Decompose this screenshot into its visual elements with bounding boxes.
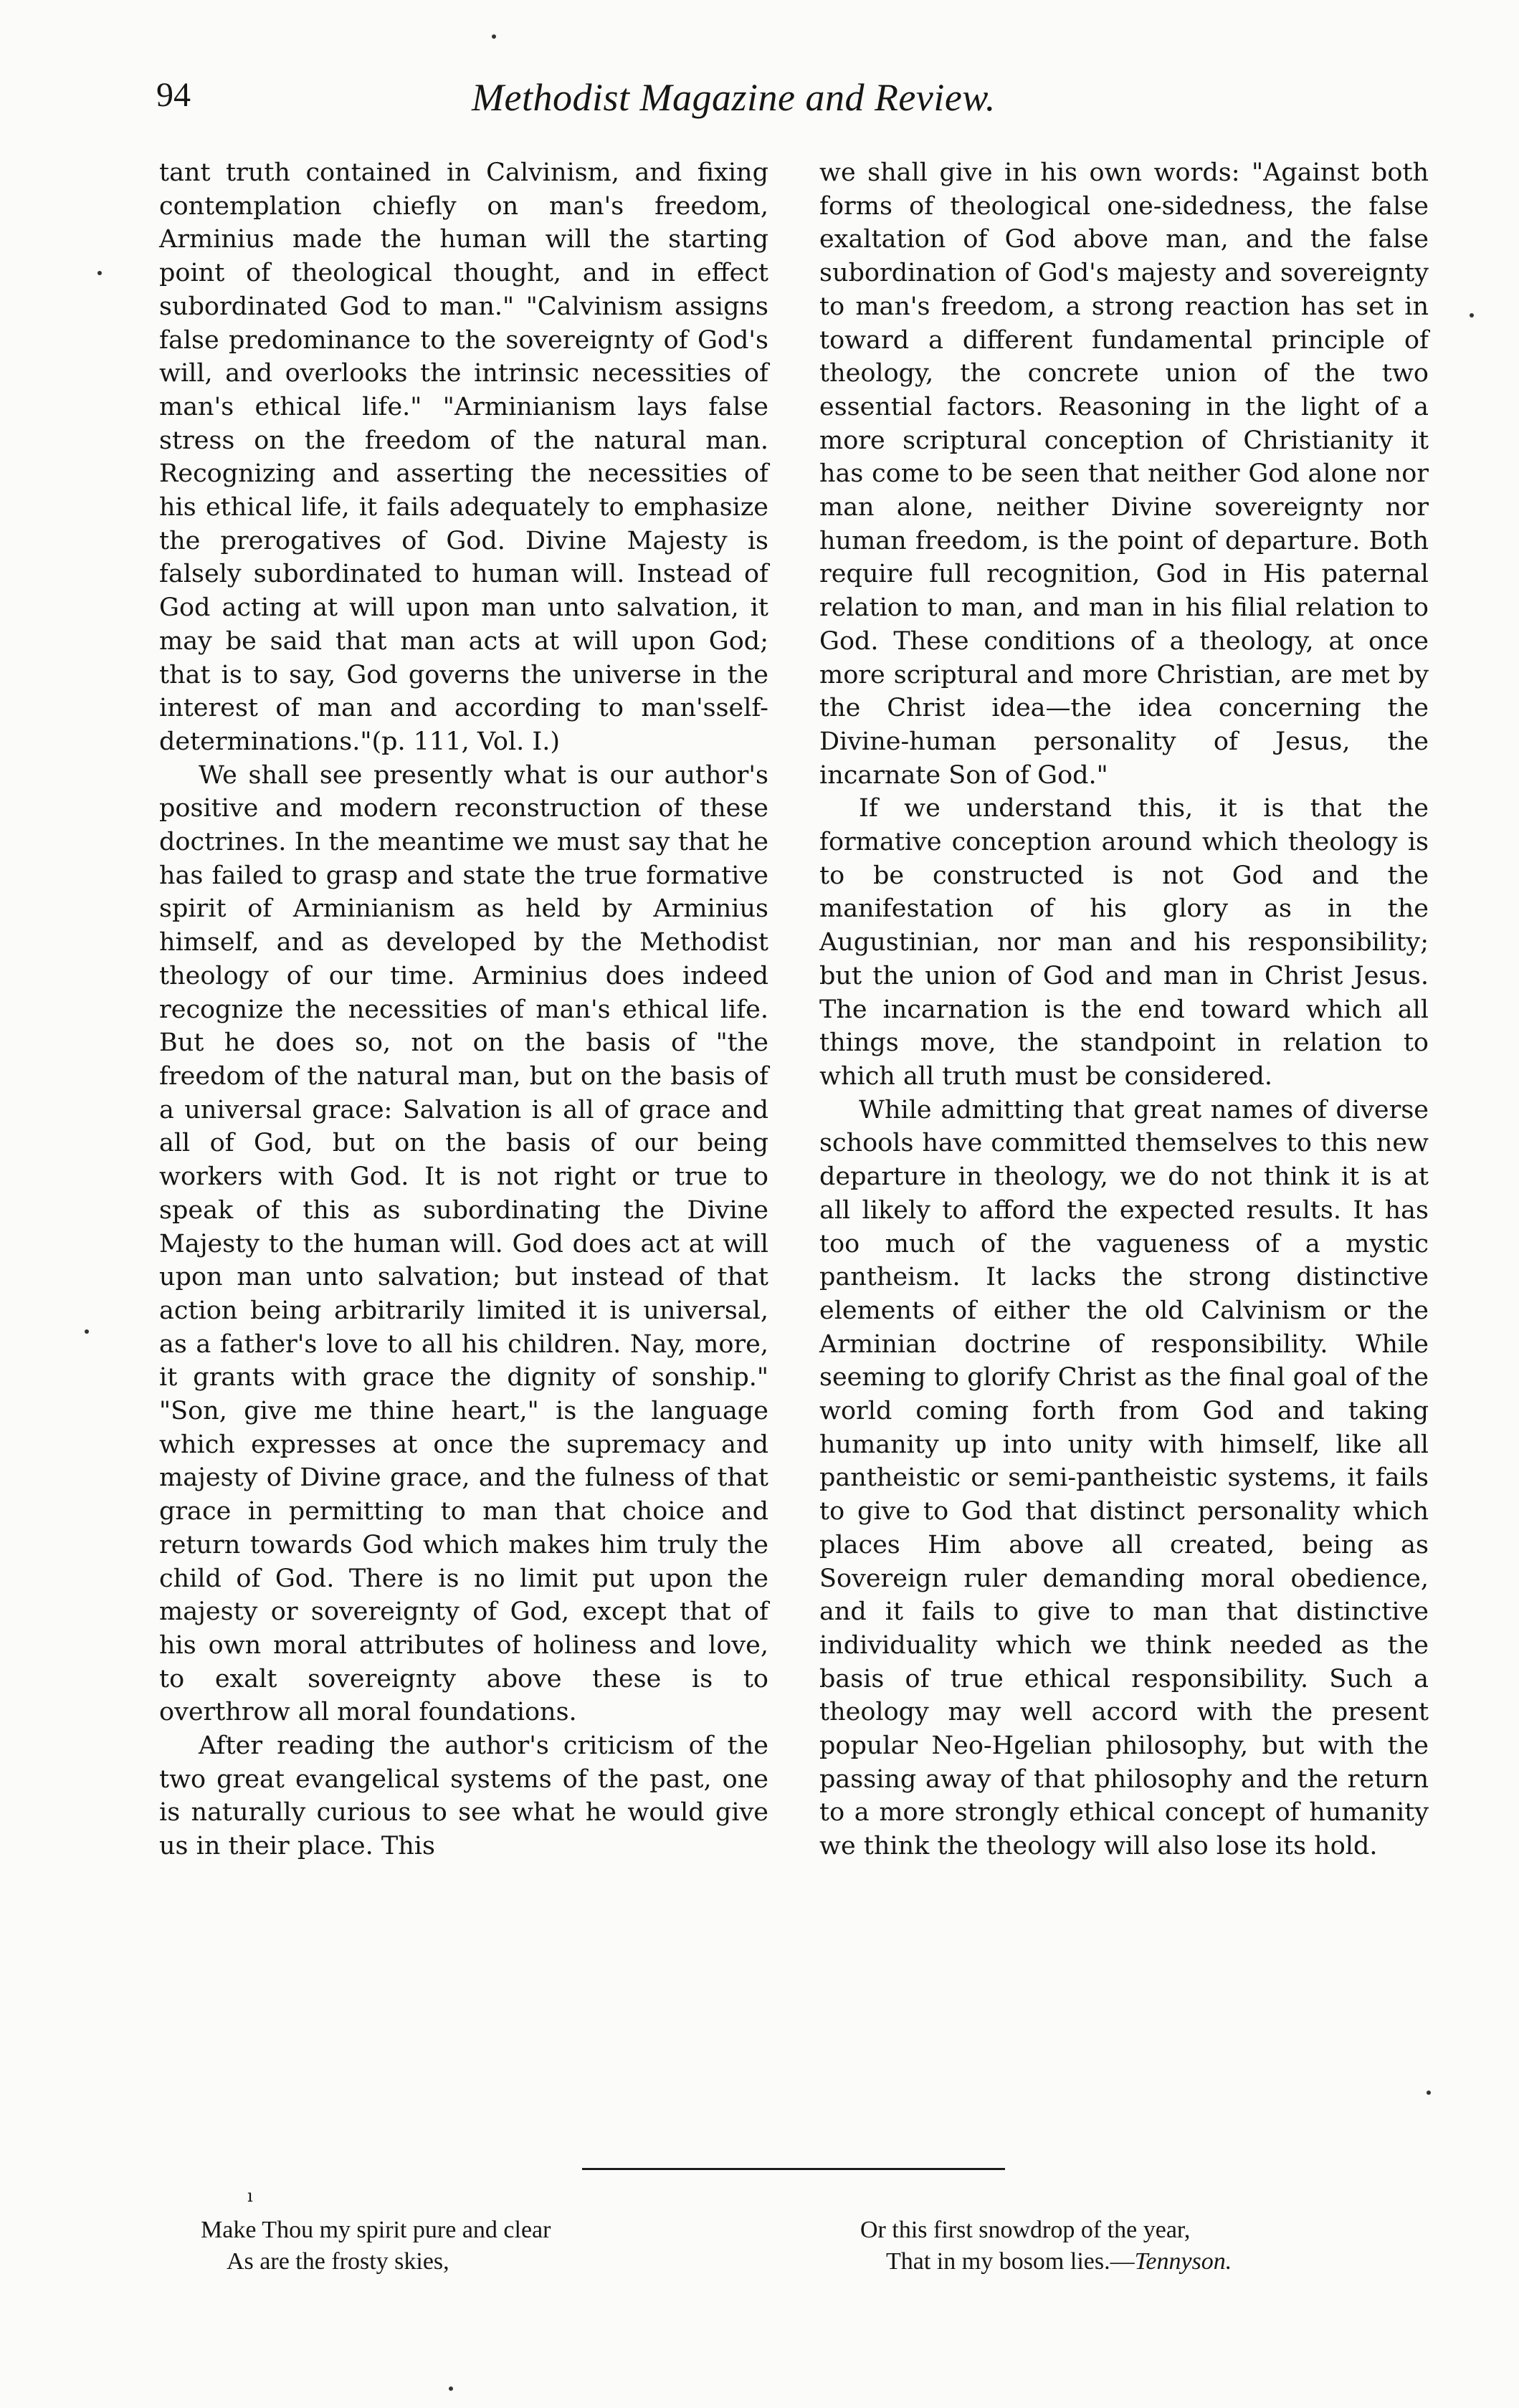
poem-line: As are the frosty skies,	[227, 2248, 449, 2275]
left-column	[159, 156, 768, 1863]
poem-attribution: Tennyson.	[1134, 2248, 1232, 2275]
paragraph: We shall see presently what is our author's positive and modern reconstruction of these doctrines. In the meantime we must say that he has failed to grasp and state the true formative spirit of Arminianism as held by Arminius himself, and as developed by the Methodist theology of our time. Arminius does indeed recognize the necessities of man's ethical life. But he does so, not on the basis of "the freedom of the natural man, but on the basis of a universal grace: Salvation is all of grace and all of God, but on the basis of our being workers with God. It is not right or true to speak of this as subordinating the Divine Majesty to the human will. God does act at will upon man unto salvation; but instead of that action being arbitrarily limited it is universal, as a father's love to all his children. Nay, more, it grants with grace the dignity of sonship." "Son, give me thine heart," is the language which expresses at once the supremacy and majesty of Divine grace, and the fulness of that grace in permitting to man that choice and return towards God which makes him truly the child of God. There is no limit put upon the majesty or sovereignty of God, except that of his own moral attributes of holiness and love, to exalt sovereignty above these is to overthrow all moral foundations.	[159, 760, 768, 1727]
print-speck	[97, 271, 102, 275]
print-speck	[492, 34, 496, 39]
paragraph: After reading the author's criticism of the two great evangelical systems of the past, one is naturally curious to see what he would give us in their place. This	[159, 1731, 768, 1861]
print-speck	[1470, 313, 1474, 317]
paragraph: If we understand this, it is that the formative conception around which theology is to be constructed is not God and the manifestation of his glory as in the Augustinian, nor man and his responsibility; but the union of God and man in Christ Jesus. The incarnation is the end toward which all things move, the standpoint in relation to which all truth must be considered.	[819, 794, 1429, 1091]
poem-left-stanza	[201, 2214, 551, 2278]
poem-line: Or this first snowdrop of the year,	[860, 2217, 1191, 2243]
print-speck	[449, 2386, 453, 2391]
poem-right-stanza	[860, 2214, 1232, 2278]
paragraph: While admitting that great names of diverse schools have committed themselves to this new departure in theology, we do not think it is at all likely to afford the expected results. It has too much of the vagueness of a mystic pantheism. It lacks the strong distinctive elements of either the old Calvinism or the Arminian doctrine of responsibility. While seeming to glorify Christ as the final goal of the world coming forth from God and taking humanity up into unity with himself, like all pantheistic or semi-pantheistic systems, it fails to give to God that distinct personality which places Him above all created, being as Sovereign ruler demanding moral obedience, and it fails to give to man that distinctive individuality which we think needed as the basis of true ethical responsibility. Such a theology may well accord with the present popular Neo-Hgelian philosophy, but with the passing away of that philosophy and the return to a more strongly ethical concept of humanity we think the theology will also lose its hold.	[819, 1095, 1429, 1861]
print-speck	[85, 1329, 89, 1334]
poem-line: Make Thou my spirit pure and clear	[201, 2217, 551, 2243]
poem-line	[860, 2246, 1232, 2278]
running-title: Methodist Magazine and Review.	[472, 76, 996, 119]
paragraph: tant truth contained in Calvinism, and fixing contemplation chiefly on man's freedom, Arminius made the human will the starting point of theological thought, and in effect subordinated God to man." "Calvinism assigns false predominance to the sovereignty of God's will, and overlooks the intrinsic necessities of man's ethical life." "Arminianism lays false stress on the freedom of the natural man. Recognizing and asserting the necessities of his ethical life, it fails adequately to emphasize the prerogatives of God. Divine Majesty is falsely subordinated to human will. Instead of God acting at will upon man unto salvation, it may be said that man acts at will upon God; that is to say, God governs the universe in the interest of man and according to man'sself-determinations."(p. 111, Vol. I.)	[159, 158, 768, 756]
page-header	[156, 75, 1429, 133]
paragraph: we shall give in his own words: "Against both forms of theological one-sidedness, the false exaltation of God above man, and the false subordination of God's majesty and sovereignty to man's freedom, a strong reaction has set in toward a different fundamental principle of theology, the concrete union of the two essential factors. Reasoning in the light of a more scriptural conception of Christianity it has come to be seen that neither God alone nor man alone, neither Divine sovereignty nor human freedom, is the point of departure. Both require full recognition, God in His paternal relation to man, and man in his filial relation to God. These conditions of a theology, at once more scriptural and more Christian, are met by the Christ idea—the idea concerning the Divine-human personality of Jesus, the incarnate Son of God."	[819, 158, 1429, 790]
right-column	[819, 156, 1429, 1863]
section-divider	[582, 2168, 1005, 2170]
print-speck	[1427, 2091, 1431, 2095]
print-mark: ı	[247, 2186, 253, 2206]
page-number: 94	[156, 76, 191, 114]
poem-line-text: That in my bosom lies.—	[886, 2248, 1135, 2275]
